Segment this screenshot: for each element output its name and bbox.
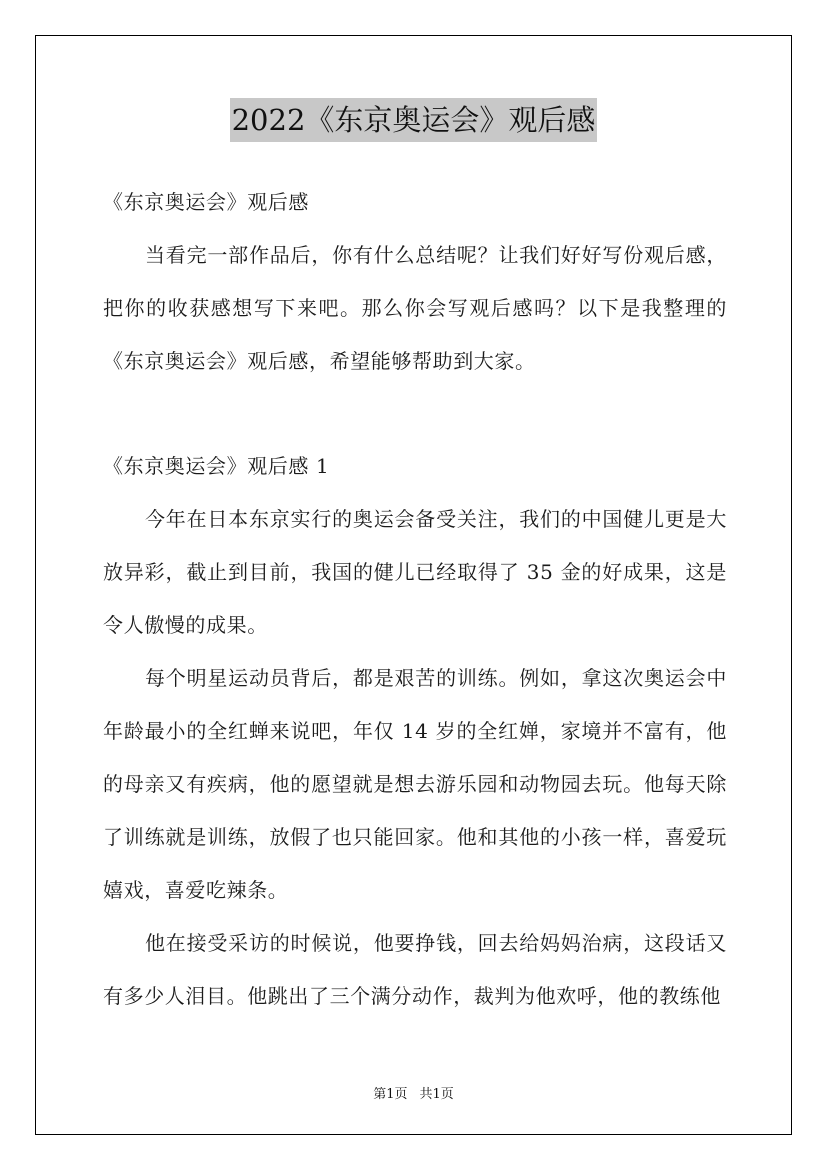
body-paragraph: 今年在日本东京实行的奥运会备受关注，我们的中国健儿更是大放异彩，截止到目前，我国的健儿已经取得了 35 金的好成果，这是令人傲慢的成果。 [103,507,727,637]
body-paragraph: 每个明星运动员背后，都是艰苦的训练。例如，拿这次奥运会中年龄最小的全红蝉来说吧，年仅 14 岁的全红婵，家境并不富有，他的母亲又有疾病，他的愿望就是想去游乐园和动物园去玩。他每天除了训练就是训练，放假了也只能回家。他和其他的小孩一样，喜爱玩嬉戏，喜爱吃辣条。 [103,666,727,902]
title-container [0,98,827,142]
page-total: 共1页 [419,1087,454,1102]
section-heading: 《东京奥运会》观后感 1 [103,454,330,478]
page-number: 第1页 [373,1087,408,1102]
body-paragraph: 他在接受采访的时候说，他要挣钱，回去给妈妈治病，这段话又有多少人泪目。他跳出了三个满分动作，裁判为他欢呼，他的教练他 [103,931,727,1008]
page-footer [0,1083,827,1102]
subtitle: 《东京奥运会》观后感 [103,190,309,214]
document-body [103,176,727,1023]
intro-paragraph: 当看完一部作品后，你有什么总结呢？让我们好好写份观后感，把你的收获感想写下来吧。那么你会写观后感吗？以下是我整理的《东京奥运会》观后感，希望能够帮助到大家。 [103,243,727,373]
document-title: 2022《东京奥运会》观后感 [230,98,598,142]
section-spacer [103,388,727,440]
